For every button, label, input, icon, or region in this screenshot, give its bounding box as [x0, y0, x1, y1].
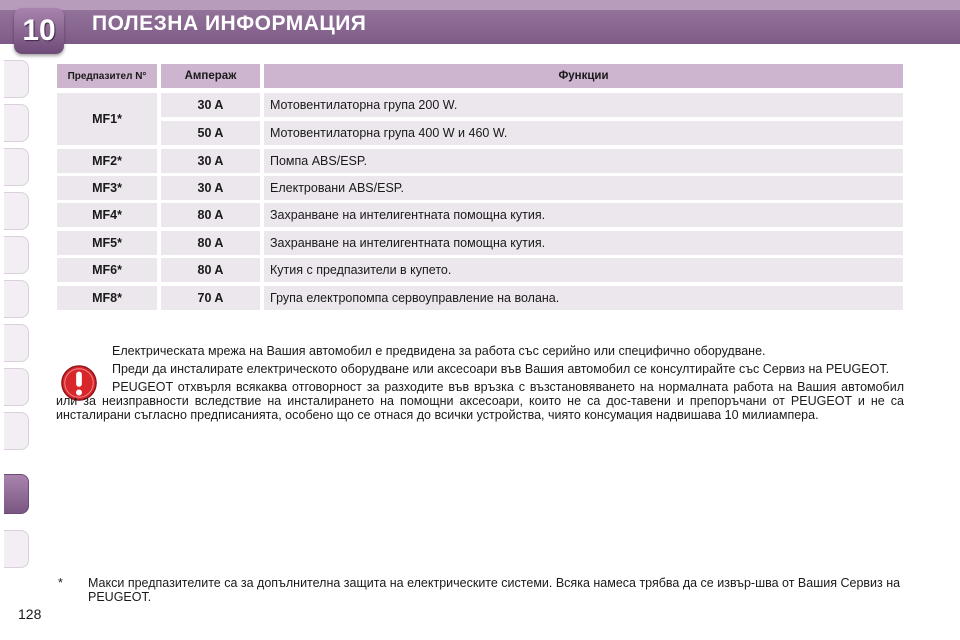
table-header-row	[57, 64, 903, 88]
notice-paragraph-3: PEUGEOT отхвърля всякаква отговорност за разходите във връзка с възстановяването на нормалната работа на Вашия автомобил или за неизправности вследствие на инсталирането на помощни аксесоари, които не са дос-тавени и препоръчани от PEUGEOT и не са инсталирани съгласно предписанията, особено що се отнася до всички устройства, чиято консумация надвишава 10 милиампера.	[56, 380, 904, 422]
table-row	[57, 93, 903, 117]
footnote-text: Макси предпазителите са за допълнителна защита на електрическите системи. Всяка намеса трябва да се извър-шва от Вашия Сервиз на PEUGEOT.	[88, 576, 901, 604]
function-cell: Мотовентилаторна група 400 W и 460 W.	[264, 121, 903, 145]
table-row	[57, 121, 903, 145]
amperage-cell: 30 A	[161, 176, 260, 200]
function-cell: Мотовентилаторна група 200 W.	[264, 93, 903, 117]
amperage-cell: 80 A	[161, 203, 260, 227]
function-cell: Електровани ABS/ESP.	[264, 176, 903, 200]
notice-block	[56, 344, 904, 426]
column-header-fuse: Предпазител N°	[57, 64, 157, 88]
table-row	[57, 203, 903, 227]
function-cell: Кутия с предпазители в купето.	[264, 258, 903, 282]
amperage-cell: 30 A	[161, 149, 260, 173]
footnote-marker: *	[58, 576, 63, 590]
header-highlight	[0, 0, 960, 10]
chapter-tab-9[interactable]	[4, 412, 29, 450]
table-row	[57, 286, 903, 310]
fuse-cell: MF2*	[57, 149, 157, 173]
amperage-cell: 50 A	[161, 121, 260, 145]
chapter-tab-8[interactable]	[4, 368, 29, 406]
footnote	[58, 576, 904, 604]
function-cell: Захранване на интелигентната помощна кутия.	[264, 203, 903, 227]
table-row	[57, 149, 903, 173]
function-cell: Захранване на интелигентната помощна кутия.	[264, 231, 903, 255]
table-row	[57, 258, 903, 282]
chapter-tab-strip	[0, 60, 34, 580]
chapter-tab-4[interactable]	[4, 192, 29, 230]
chapter-tab-3[interactable]	[4, 148, 29, 186]
fuse-cell: MF8*	[57, 286, 157, 310]
fuse-cell: MF5*	[57, 231, 157, 255]
chapter-tab-5[interactable]	[4, 236, 29, 274]
table-row	[57, 231, 903, 255]
notice-paragraph-1: Електрическата мрежа на Вашия автомобил е предвидена за работа със серийно или специфично оборудване.	[112, 344, 766, 358]
function-cell: Група електропомпа сервоуправление на волана.	[264, 286, 903, 310]
amperage-cell: 80 A	[161, 258, 260, 282]
fuse-cell: MF4*	[57, 203, 157, 227]
fuse-cell: MF3*	[57, 176, 157, 200]
page-number: 128	[18, 606, 42, 622]
amperage-cell: 70 A	[161, 286, 260, 310]
function-cell: Помпа ABS/ESP.	[264, 149, 903, 173]
column-header-function: Функции	[264, 64, 903, 88]
chapter-tab-1[interactable]	[4, 60, 29, 98]
notice-paragraph-2: Преди да инсталирате електрическото оборудване или аксесоари във Вашия автомобил се консултирайте със Сервиз на PEUGEOT.	[112, 362, 890, 376]
chapter-tab-10-active[interactable]	[4, 474, 29, 514]
fuse-cell: MF6*	[57, 258, 157, 282]
table-row	[57, 176, 903, 200]
chapter-badge: 10	[14, 8, 64, 54]
chapter-tab-7[interactable]	[4, 324, 29, 362]
amperage-cell: 80 A	[161, 231, 260, 255]
fuse-cell-mf1: MF1*	[57, 93, 157, 145]
chapter-tab-2[interactable]	[4, 104, 29, 142]
amperage-cell: 30 A	[161, 93, 260, 117]
page-title: ПОЛЕЗНА ИНФОРМАЦИЯ	[92, 12, 367, 35]
chapter-tab-11[interactable]	[4, 530, 29, 568]
chapter-tab-6[interactable]	[4, 280, 29, 318]
column-header-amperage: Ампераж	[161, 64, 260, 88]
